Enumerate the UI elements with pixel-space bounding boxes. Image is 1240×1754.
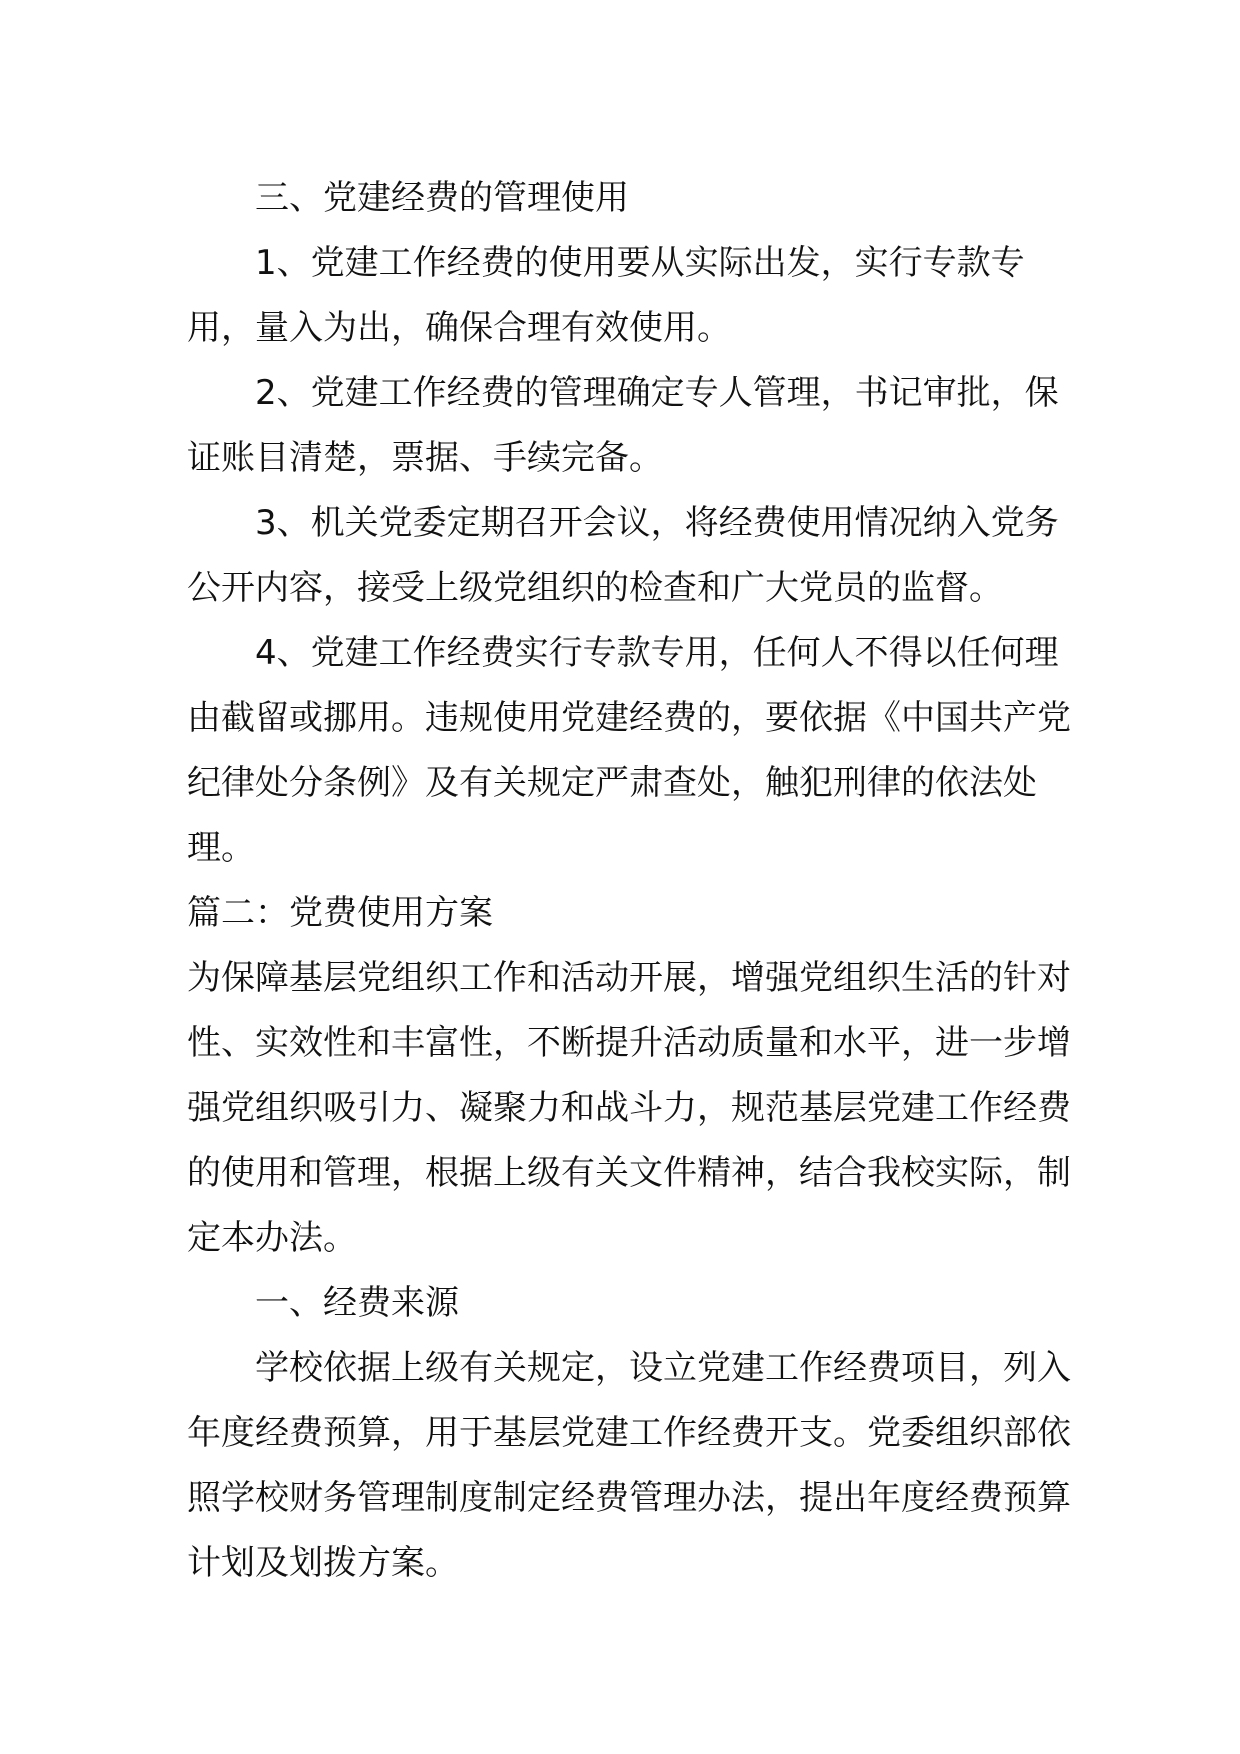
paragraph-item-1: 1、党建工作经费的使用要从实际出发，实行专款专用，量入为出，确保合理有效使用。: [187, 243, 1025, 348]
paragraph-item-4: 4、党建工作经费实行专款专用，任何人不得以任何理由截留或挪用。违规使用党建经费的，要依据《中国共产党纪律处分条例》及有关规定严肃查处，触犯刑律的依法处理。: [187, 633, 1071, 868]
intro-paragraph: 为保障基层党组织工作和活动开展，增强党组织生活的针对性、实效性和丰富性，不断提升活动质量和水平，进一步增强党组织吸引力、凝聚力和战斗力，规范基层党建工作经费的使用和管理，根据上级有关文件精神，结合我校实际，制定本办法。: [187, 958, 1071, 1258]
paragraph-item-2: 2、党建工作经费的管理确定专人管理，书记审批，保证账目清楚，票据、手续完备。: [187, 373, 1059, 478]
section-heading-3: 三、党建经费的管理使用: [255, 178, 629, 218]
paragraph-item-3: 3、机关党委定期召开会议，将经费使用情况纳入党务公开内容，接受上级党组织的检查和广大党员的监督。: [187, 503, 1059, 608]
section-heading-1: 一、经费来源: [255, 1283, 459, 1323]
funding-source-paragraph: 学校依据上级有关规定，设立党建工作经费项目，列入年度经费预算，用于基层党建工作经费开支。党委组织部依照学校财务管理制度制定经费管理办法，提出年度经费预算计划及划拨方案。: [187, 1348, 1071, 1583]
chapter-title: 篇二：党费使用方案: [187, 893, 493, 933]
document-body: [187, 166, 1087, 1596]
